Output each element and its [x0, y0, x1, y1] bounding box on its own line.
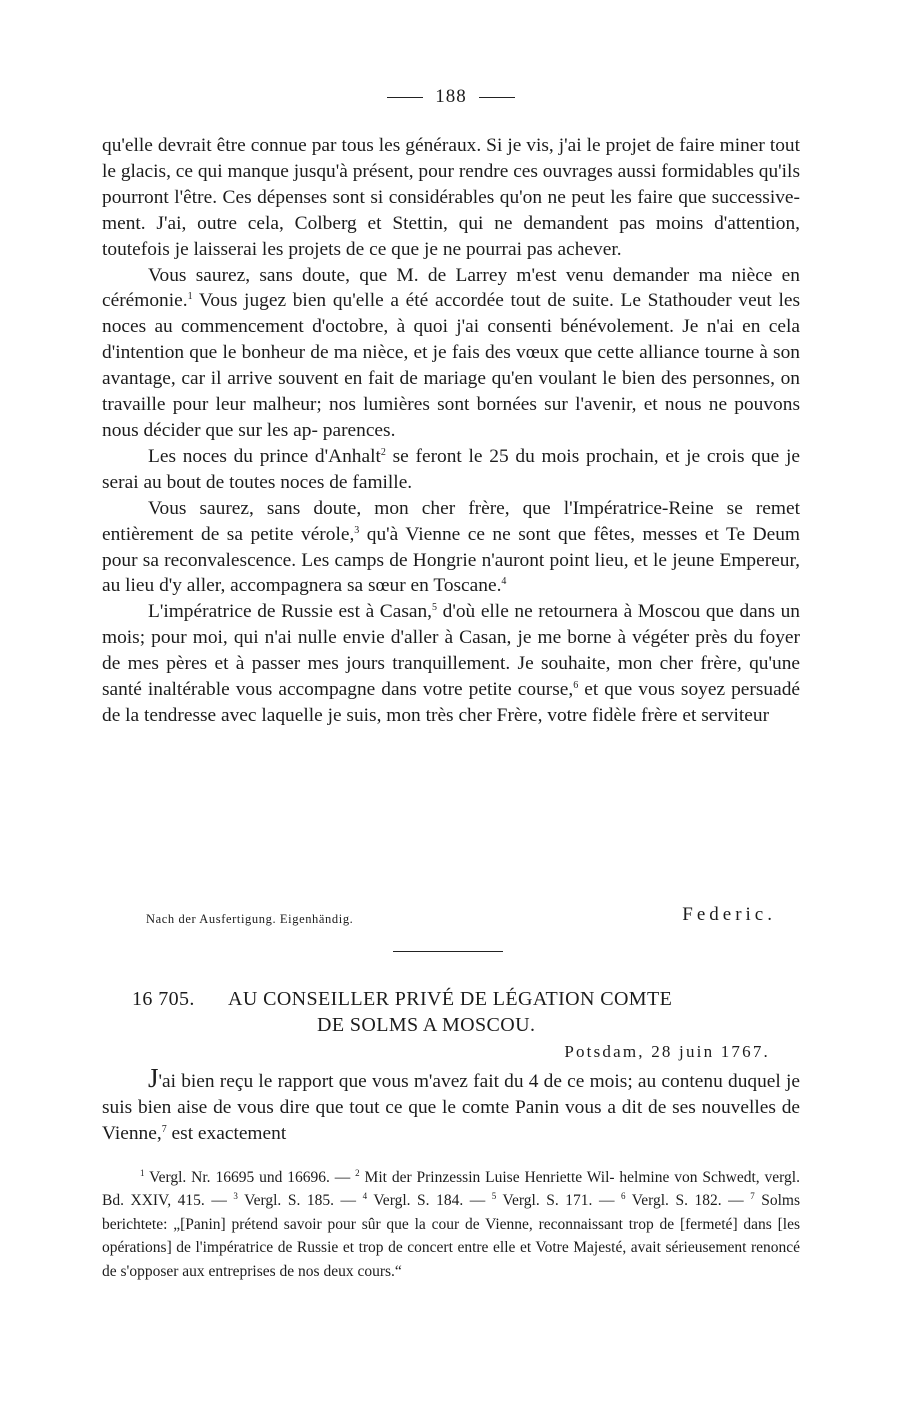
section-divider: [393, 951, 503, 952]
footnote-text: Vergl. Nr. 16695 und 16696. —: [144, 1169, 356, 1186]
footnote-ref: 7: [161, 1123, 167, 1135]
footnotes: [102, 1166, 800, 1283]
footnote-block: [102, 1166, 800, 1283]
source-note: Nach der Ausfertigung. Eigenhändig.: [146, 912, 354, 926]
letter-continuation: [102, 133, 800, 729]
paragraph-text: Vous saurez, sans doute, mon cher frère, que l'Impératrice-Reine se remet entièrement de sa petite vérole,: [102, 497, 800, 545]
footnote-ref: 1: [187, 291, 193, 303]
paragraph: [102, 133, 800, 263]
footnote-ref: 4: [501, 576, 507, 588]
heading-line-1: AU CONSEILLER PRIVÉ DE LÉGATION COMTE: [228, 988, 673, 1010]
footnote-marker: 5: [491, 1191, 497, 1202]
footnote-text: Vergl. S. 184. —: [367, 1192, 492, 1210]
footnote-ref: 3: [354, 524, 360, 536]
footnote-text: Solms berichtete: „[Panin] prétend savoir pour sûr que la cour de Vienne, reconnaissant trop de [fermeté] dans [les opérations] de l'impératrice de Russie et trop de concert entre elle et Votre Majesté, avait sérieusement renoncé de s'opposer aux entreprises de nos deux cours.“: [102, 1192, 800, 1280]
closing-row: [102, 904, 800, 934]
footnote-ref: 5: [432, 602, 438, 614]
page-number: 188: [435, 86, 467, 107]
paragraph-text: et que vous soyez persuadé de la tendresse avec laquelle je suis, mon très cher Frère, votre fidèle frère et serviteur: [102, 679, 801, 726]
footnote-marker: 7: [750, 1191, 755, 1202]
document-number: 16 705.: [132, 988, 195, 1010]
paragraph-text: L'impératrice de Russie est à Casan,: [148, 601, 433, 623]
footnote-ref: 2: [380, 446, 386, 458]
new-letter-paragraph: [102, 1063, 800, 1147]
paragraph: [102, 599, 800, 729]
letter-text: 'ai bien reçu le rapport que vous m'avez fait du 4 de ce mois; au contenu duquel je suis bien aise de vous dire que tout ce que le comte Panin vous a dit de ses nouvelles de Vienne,: [102, 1071, 800, 1144]
new-letter-body: [102, 1063, 800, 1147]
paragraph-text: Les noces du prince d'Anhalt: [148, 445, 381, 467]
footnote-text: Vergl. S. 171. —: [496, 1192, 621, 1210]
paragraph: [102, 263, 800, 444]
paragraph-text: qu'elle devrait être connue par tous les généraux. Si je vis, j'ai le projet de faire miner tout le glacis, ce qui manque jusqu'à présent, pour rendre ces ouvrages aussi formidables qu'ils pourront l'être. Ces dépenses sont si considérables qu'on ne peut les faire que successive- ment. J'ai, outre cela, Colberg et Stettin, qui ne demandent pas moins d'attention, toutefois je laisserai les projets de ce que je ne pourrai pas achever.: [102, 135, 800, 260]
paragraph: [102, 444, 800, 496]
signature: Federic.: [682, 904, 776, 925]
footnote-marker: 4: [362, 1191, 368, 1202]
heading-line-2: DE SOLMS A MOSCOU.: [317, 1014, 536, 1036]
footnote-text: Vergl. S. 182. —: [625, 1192, 751, 1210]
paragraph: [102, 496, 800, 600]
drop-cap: J: [148, 1063, 159, 1093]
header-dash-right: [479, 97, 515, 98]
paragraph-text: d'où elle ne retournera à Moscou que dans un mois; pour moi, qui n'ai nulle envie d'aller à Casan, je me borne à végéter près du foyer de mes pères et à passer mes jours tranquillement. Je souhaite, mon cher frère, qu'une santé inaltérable vous accompagne dans votre petite course,: [102, 601, 800, 701]
header-dash-left: [387, 97, 423, 98]
paragraph-text: qu'à Vienne ce ne sont que fêtes, messes et Te Deum pour sa reconvalescence. Les camps de Hongrie n'auront point lieu, et le jeune Empereur, au lieu d'y aller, accompagnera sa sœur en Toscane.: [102, 523, 800, 597]
footnote-marker: 6: [620, 1191, 626, 1202]
footnote-ref: 6: [573, 680, 579, 692]
footnote-text: Mit der Prinzessin Luise Henriette Wil- helmine von Schwedt, vergl. Bd. XXIV, 415. —: [102, 1169, 800, 1210]
paragraph-text: se feront le 25 du mois prochain, et je crois que je serai au bout de toutes noces de famille.: [102, 445, 800, 493]
footnote-marker: 2: [355, 1168, 360, 1178]
letter-text-end: est exactement: [166, 1122, 287, 1144]
page-header: [102, 86, 800, 108]
dateline: Potsdam, 28 juin 1767.: [564, 1042, 770, 1061]
paragraph-text: Vous jugez bien qu'elle a été accordée tout de suite. Le Stathouder veut les noces au commencement d'octobre, à quoi j'ai consenti bénévolement. Je n'ai en cela d'intention que le bonheur de ma nièce, et je fais des vœux que cette alliance tourne à son avantage, car il arrive souvent en fait de mariage qu'en voulant le bien des personnes, on travaille pour leur malheur; nos lumières sont bornées sur l'avenir, et nous ne pouvons nous décider que sur les ap- parences.: [102, 290, 800, 441]
footnote-marker: 1: [140, 1168, 145, 1178]
footnote-marker: 3: [233, 1191, 238, 1202]
paragraph-text: Vous saurez, sans doute, que M. de Larrey m'est venu demander ma nièce en cérémonie.: [102, 264, 800, 312]
footnote-text: Vergl. S. 185. —: [237, 1192, 363, 1210]
